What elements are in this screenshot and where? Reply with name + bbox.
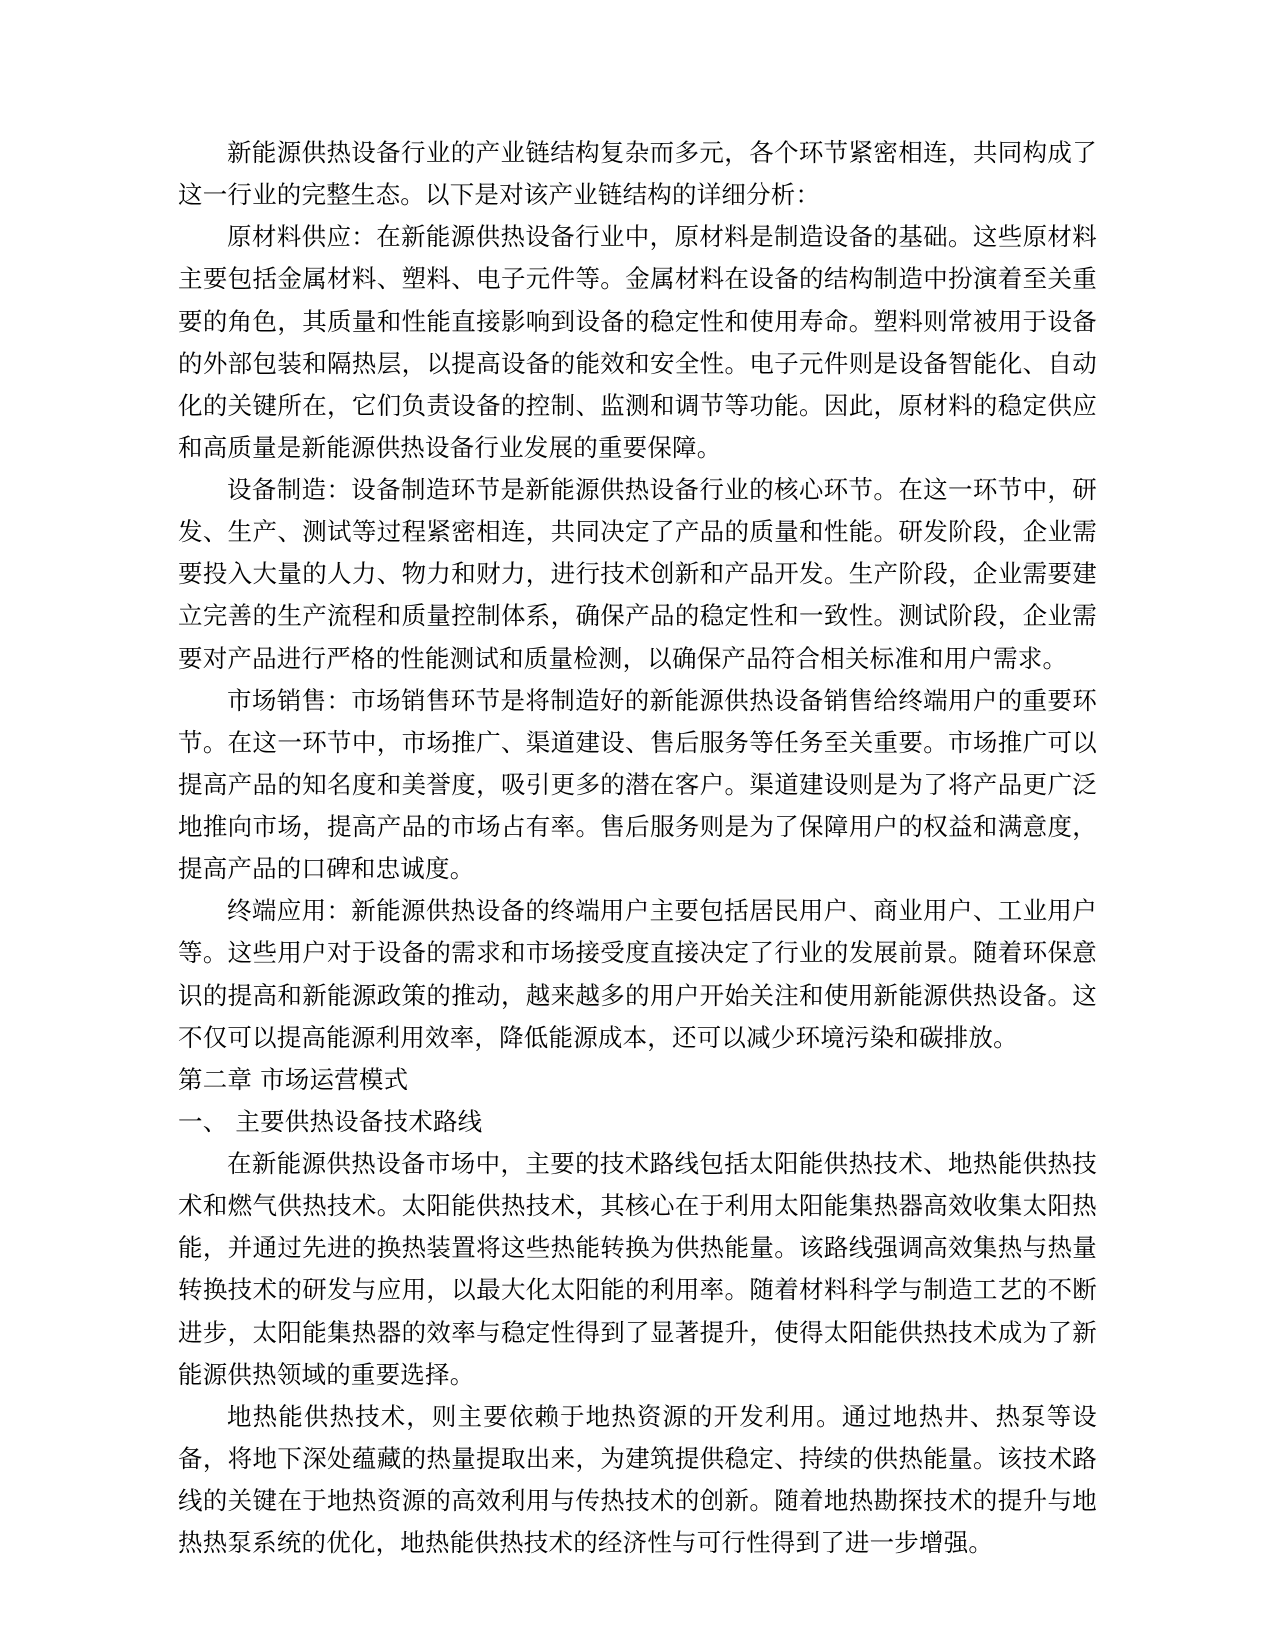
- document-body: [178, 132, 1097, 1564]
- paragraph-intro: 新能源供热设备行业的产业链结构复杂而多元，各个环节紧密相连，共同构成了这一行业的完整生态。以下是对该产业链结构的详细分析：: [178, 138, 1097, 210]
- paragraph-market-sales: 市场销售：市场销售环节是将制造好的新能源供热设备销售给终端用户的重要环节。在这一环节中，市场推广、渠道建设、售后服务等任务至关重要。市场推广可以提高产品的知名度和美誉度，吸引更多的潜在客户。渠道建设则是为了将产品更广泛地推向市场，提高产品的市场占有率。售后服务则是为了保障用户的权益和满意度，提高产品的口碑和忠诚度。: [178, 685, 1097, 884]
- paragraph-raw-material-supply: 原材料供应：在新能源供热设备行业中，原材料是制造设备的基础。这些原材料主要包括金属材料、塑料、电子元件等。金属材料在设备的结构制造中扮演着至关重要的角色，其质量和性能直接影响到设备的稳定性和使用寿命。塑料则常被用于设备的外部包装和隔热层，以提高设备的能效和安全性。电子元件则是设备智能化、自动化的关键所在，它们负责设备的控制、监测和调节等功能。因此，原材料的稳定供应和高质量是新能源供热设备行业发展的重要保障。: [178, 222, 1097, 462]
- section-heading: 一、 主要供热设备技术路线: [178, 1106, 483, 1136]
- paragraph-equipment-manufacturing: 设备制造：设备制造环节是新能源供热设备行业的核心环节。在这一环节中，研发、生产、测试等过程紧密相连，共同决定了产品的质量和性能。研发阶段，企业需要投入大量的人力、物力和财力，进行技术创新和产品开发。生产阶段，企业需要建立完善的生产流程和质量控制体系，确保产品的稳定性和一致性。测试阶段，企业需要对产品进行严格的性能测试和质量检测，以确保产品符合相关标准和用户需求。: [178, 475, 1097, 673]
- paragraph-tech-routes-overview: 在新能源供热设备市场中，主要的技术路线包括太阳能供热技术、地热能供热技术和燃气供热技术。太阳能供热技术，其核心在于利用太阳能集热器高效收集太阳热能，并通过先进的换热装置将这些热能转换为供热能量。该路线强调高效集热与热量转换技术的研发与应用，以最大化太阳能的利用率。随着材料科学与制造工艺的不断进步，太阳能集热器的效率与稳定性得到了显著提升，使得太阳能供热技术成为了新能源供热领域的重要选择。: [178, 1149, 1097, 1389]
- chapter-heading: 第二章 市场运营模式: [178, 1064, 409, 1094]
- paragraph-geothermal-tech: 地热能供热技术，则主要依赖于地热资源的开发利用。通过地热井、热泵等设备，将地下深处蕴藏的热量提取出来，为建筑提供稳定、持续的供热能量。该技术路线的关键在于地热资源的高效利用与传热技术的创新。随着地热勘探技术的提升与地热热泵系统的优化，地热能供热技术的经济性与可行性得到了进一步增强。: [178, 1401, 1097, 1558]
- paragraph-end-application: 终端应用：新能源供热设备的终端用户主要包括居民用户、商业用户、工业用户等。这些用户对于设备的需求和市场接受度直接决定了行业的发展前景。随着环保意识的提高和新能源政策的推动，越来越多的用户开始关注和使用新能源供热设备。这不仅可以提高能源利用效率，降低能源成本，还可以减少环境污染和碳排放。: [178, 896, 1097, 1052]
